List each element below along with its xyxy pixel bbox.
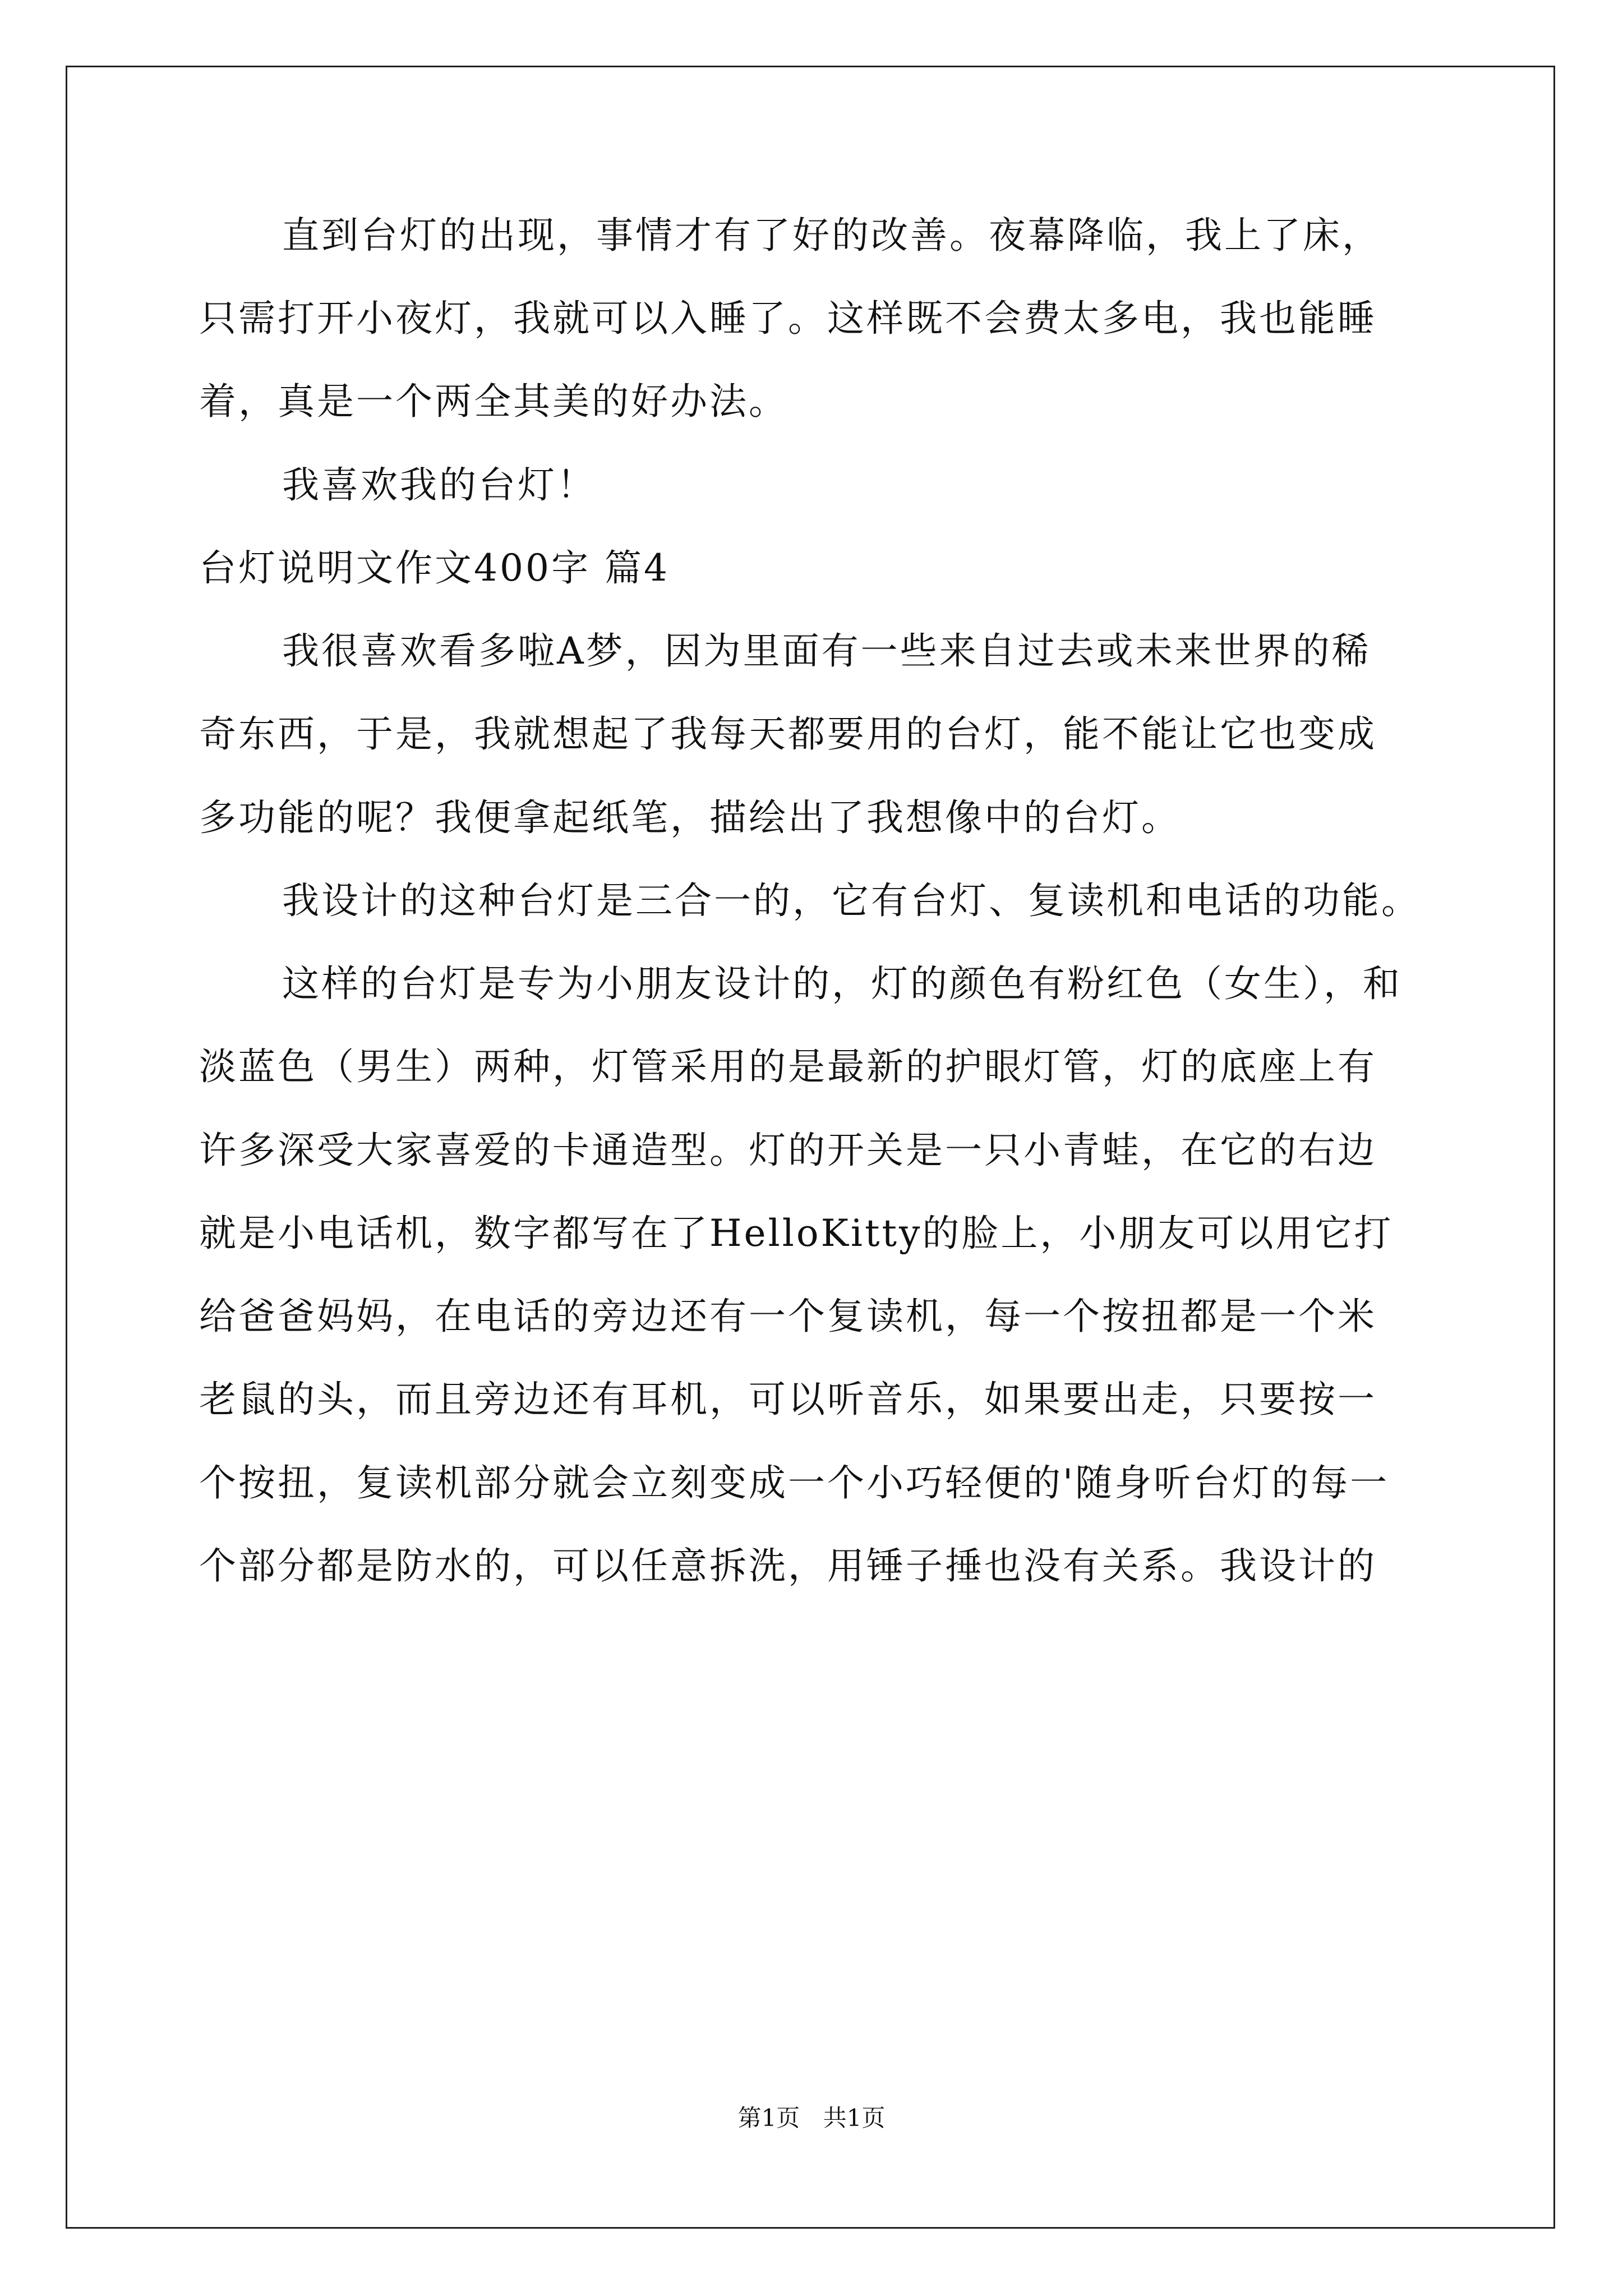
text-line: 我很喜欢看多啦A梦，因为里面有一些来自过去或未来世界的稀 <box>282 629 1371 673</box>
page-total: 共1页 <box>823 2104 886 2132</box>
text-line: 老鼠的头，而且旁边还有耳机，可以听音乐，如果要出走，只要按一 <box>199 1378 1377 1421</box>
text-line: 就是小电话机，数字都写在了HelloKitty的脸上，小朋友可以用它打 <box>199 1212 1394 1255</box>
text-line: 给爸爸妈妈，在电话的旁边还有一个复读机，每一个按扭都是一个米 <box>199 1295 1377 1338</box>
text-line: 许多深受大家喜爱的卡通造型。灯的开关是一只小青蛙，在它的右边 <box>199 1129 1377 1172</box>
text-line: 直到台灯的出现，事情才有了好的改善。夜幕降临，我上了床， <box>282 214 1381 257</box>
page-footer <box>0 2101 1623 2135</box>
text-line: 个部分都是防水的，可以任意拆洗，用锤子捶也没有关系。我设计的 <box>199 1544 1377 1588</box>
section-heading: 台灯说明文作文400字 篇4 <box>199 546 670 590</box>
page-number: 第1页 <box>737 2104 800 2132</box>
text-line: 这样的台灯是专为小朋友设计的，灯的颜色有粉红色（女生），和 <box>282 962 1402 1005</box>
text-line: 多功能的呢？我便拿起纸笔，描绘出了我想像中的台灯。 <box>199 796 1181 839</box>
text-line: 个按扭，复读机部分就会立刻变成一个小巧轻便的'随身听台灯的每一 <box>199 1461 1390 1504</box>
text-line: 我喜欢我的台灯！ <box>282 463 596 507</box>
text-line: 奇东西，于是，我就想起了我每天都要用的台灯，能不能让它也变成 <box>199 712 1377 756</box>
text-line: 只需打开小夜灯，我就可以入睡了。这样既不会费太多电，我也能睡 <box>199 297 1377 340</box>
text-line: 着，真是一个两全其美的好办法。 <box>199 380 788 423</box>
text-line: 我设计的这种台灯是三合一的，它有台灯、复读机和电话的功能。 <box>282 879 1421 922</box>
text-line: 淡蓝色（男生）两种，灯管采用的是最新的护眼灯管，灯的底座上有 <box>199 1045 1377 1088</box>
